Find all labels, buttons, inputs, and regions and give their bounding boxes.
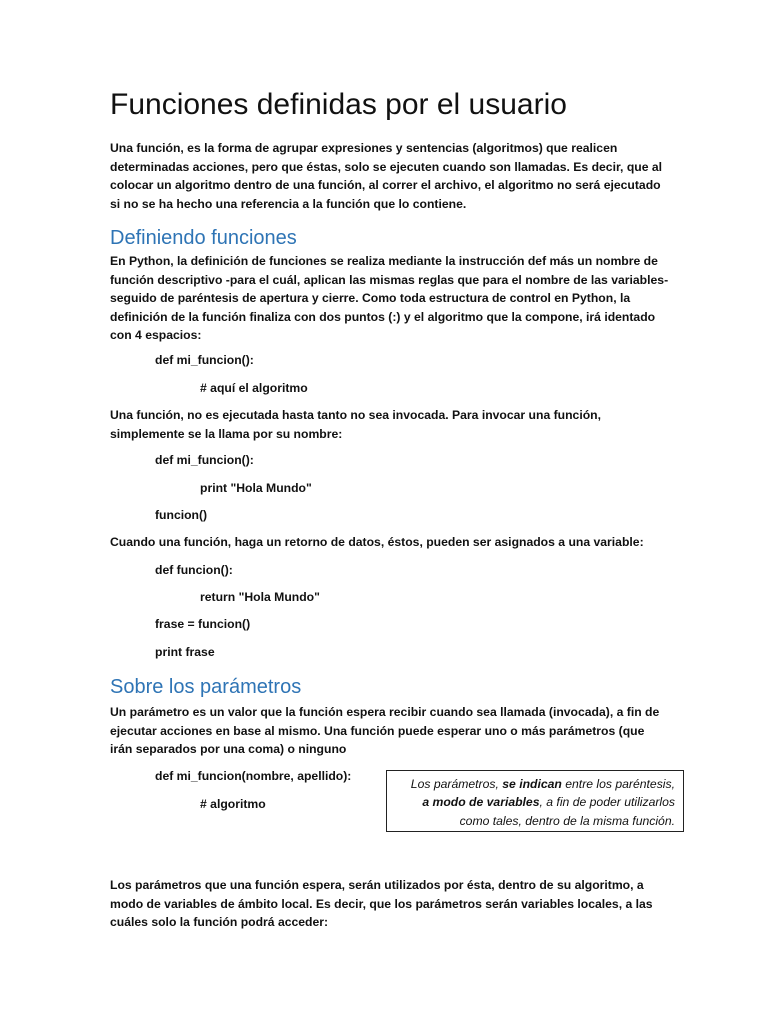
paragraph-invocar: Una función, no es ejecutada hasta tanto no sea invocada. Para invocar una función, simplemente se la llama por su nombre: bbox=[110, 408, 601, 441]
code-line: print "Hola Mundo" bbox=[200, 481, 312, 495]
code-line: def mi_funcion(): bbox=[155, 353, 254, 367]
intro-paragraph: Una función, es la forma de agrupar expresiones y sentencias (algoritmos) que realicen determinadas acciones, pero que éstas, solo se ejecuten cuando son llamadas. Es decir, que al colocar un algoritmo dentro de una función, al correr el archivo, el algoritmo no será ejecutado si no se ha hecho una referencia a la función que lo contiene. bbox=[110, 141, 663, 211]
section-heading-parametros: Sobre los parámetros bbox=[110, 676, 302, 698]
code-line: # algoritmo bbox=[200, 797, 266, 811]
code-line: def mi_funcion(): bbox=[155, 453, 254, 467]
paragraph-retorno: Cuando una función, haga un retorno de datos, éstos, pueden ser asignados a una variable: bbox=[110, 535, 644, 549]
callout-line: Los parámetros, se indican entre los paréntesis, bbox=[410, 777, 675, 791]
code-line: frase = funcion() bbox=[155, 617, 251, 631]
paragraph-parametro: Un parámetro es un valor que la función espera recibir cuando sea llamada (invocada), a fin de ejecutar acciones en base al mismo. Una función puede esperar uno o más parámetros (que irán separados por una coma) o ninguno bbox=[110, 705, 660, 757]
code-line: # aquí el algoritmo bbox=[200, 381, 308, 395]
section-heading-definiendo: Definiendo funciones bbox=[110, 227, 297, 249]
page-title: Funciones definidas por el usuario bbox=[110, 88, 567, 121]
code-line: def mi_funcion(nombre, apellido): bbox=[155, 769, 352, 783]
callout-line: a modo de variables, a fin de poder utilizarlos bbox=[422, 795, 675, 810]
paragraph-ambito-local: Los parámetros que una función espera, serán utilizados por ésta, dentro de su algoritmo, a modo de variables de ámbito local. Es decir, que los parámetros serán variables locales, a las cuáles solo la función podrá acceder: bbox=[110, 878, 653, 930]
paragraph-def-instruction: En Python, la definición de funciones se realiza mediante la instrucción def más un nombre de función descriptivo -para el cuál, aplican las mismas reglas que para el nombre de las variables- seguido de paréntesis de apertura y cierre. Como toda estructura de control en Python, la definición de la función finaliza con dos puntos (:) y el algoritmo que la compone, irá identado con 4 espacios: bbox=[110, 254, 669, 343]
code-line: return "Hola Mundo" bbox=[200, 590, 320, 604]
callout-line: como tales, dentro de la misma función. bbox=[459, 813, 675, 828]
code-line: def funcion(): bbox=[155, 563, 233, 577]
code-line: print frase bbox=[155, 645, 215, 659]
code-line: funcion() bbox=[155, 508, 208, 522]
callout-box bbox=[386, 770, 684, 832]
